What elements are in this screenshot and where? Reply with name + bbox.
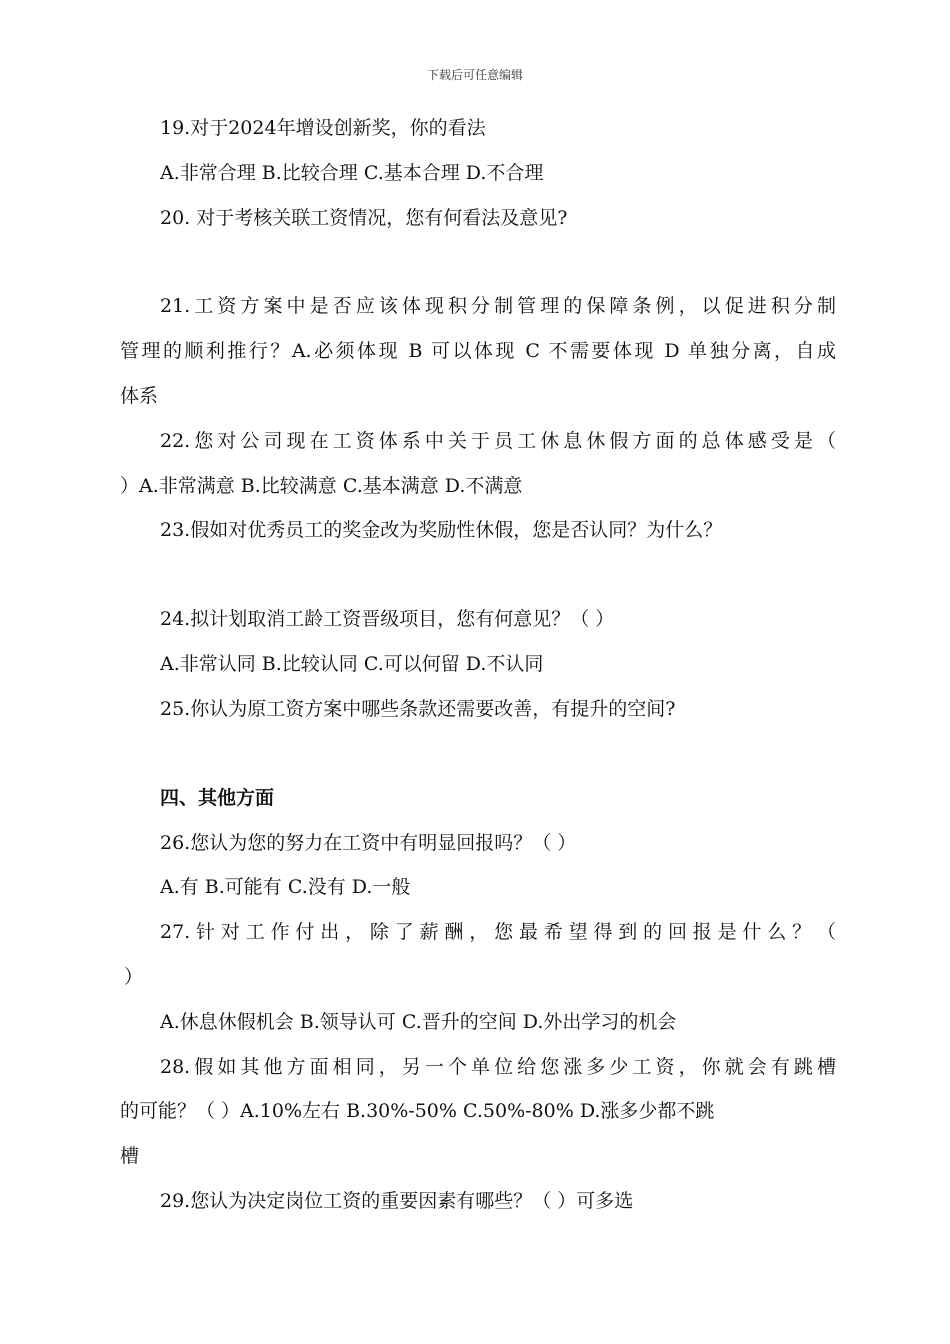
question-21-line-3: 体系	[120, 385, 159, 407]
page-header: 下载后可任意编辑	[426, 68, 523, 82]
question-23: 23.假如对优秀员工的奖金改为奖励性休假，您是否认同？为什么？	[160, 519, 723, 541]
question-24: 24.拟计划取消工龄工资晋级项目，您有何意见？（ ）	[160, 608, 615, 630]
question-26: 26.您认为您的努力在工资中有明显回报吗？（ ）	[160, 832, 577, 854]
question-27-options: A.休息休假机会 B.领导认可 C.晋升的空间 D.外出学习的机会	[160, 1011, 677, 1033]
question-22-line-2: ）A.非常满意 B.比较满意 C.基本满意 D.不满意	[120, 475, 523, 497]
question-27-line-2: ）	[124, 966, 144, 988]
question-22-line-1: 22.您对公司现在工资体系中关于员工休息休假方面的总体感受是（	[160, 430, 836, 452]
question-27-line-1: 27.针对工作付出，除了薪酬，您最希望得到的回报是什么？（	[160, 921, 836, 943]
question-19: 19.对于2024年增设创新奖，你的看法	[160, 117, 486, 139]
question-28-line-3: 槽	[120, 1145, 140, 1167]
question-21-line-2: 管理的顺利推行？A.必须体现 B 可以体现 C 不需要体现 D 单独分离，自成	[120, 340, 836, 362]
question-28-line-2: 的可能？（ ）A.10%左右 B.30%-50% C.50%-80% D.涨多少都不跳	[120, 1100, 715, 1122]
question-28-line-1: 28.假如其他方面相同，另一个单位给您涨多少工资，你就会有跳槽	[160, 1056, 836, 1078]
question-25: 25.你认为原工资方案中哪些条款还需要改善，有提升的空间?	[160, 698, 676, 720]
question-29: 29.您认为决定岗位工资的重要因素有哪些？（ ）可多选	[160, 1190, 634, 1212]
question-24-options: A.非常认同 B.比较认同 C.可以何留 D.不认同	[160, 653, 544, 675]
question-21-line-1: 21.工资方案中是否应该体现积分制管理的保障条例，以促进积分制	[160, 295, 836, 317]
question-26-options: A.有 B.可能有 C.没有 D.一般	[160, 876, 411, 898]
question-20: 20. 对于考核关联工资情况，您有何看法及意见?	[160, 207, 568, 229]
question-19-options: A.非常合理 B.比较合理 C.基本合理 D.不合理	[160, 162, 544, 184]
section-heading: 四、其他方面	[160, 787, 275, 809]
